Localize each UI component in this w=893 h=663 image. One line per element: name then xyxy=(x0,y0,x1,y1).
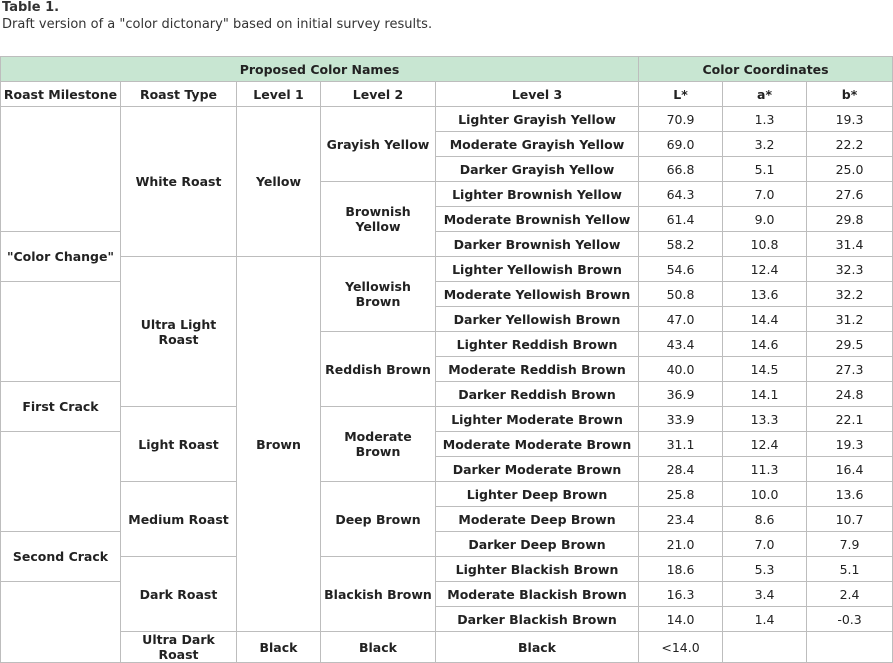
column-header-l-star: L* xyxy=(639,82,723,107)
level2-cell: Brownish Yellow xyxy=(321,182,436,257)
table-row xyxy=(1,632,893,663)
level3-cell: Lighter Reddish Brown xyxy=(436,332,639,357)
level3-cell: Darker Grayish Yellow xyxy=(436,157,639,182)
level3-cell: Lighter Brownish Yellow xyxy=(436,182,639,207)
level2-cell: Deep Brown xyxy=(321,482,436,557)
column-header-roast-type: Roast Type xyxy=(121,82,237,107)
level3-cell: Moderate Reddish Brown xyxy=(436,357,639,382)
a-value-cell: 13.6 xyxy=(723,282,807,307)
table-row xyxy=(1,257,893,282)
level3-cell: Black xyxy=(436,632,639,663)
b-value-cell: 27.6 xyxy=(807,182,893,207)
l-value-cell: 14.0 xyxy=(639,607,723,632)
l-value-cell: 43.4 xyxy=(639,332,723,357)
table-row xyxy=(1,107,893,132)
a-value-cell: 5.1 xyxy=(723,157,807,182)
a-value-cell: 7.0 xyxy=(723,532,807,557)
table-description: Draft version of a "color dictonary" based on initial survey results. xyxy=(2,17,433,32)
a-value-cell: 10.8 xyxy=(723,232,807,257)
a-value-cell: 14.6 xyxy=(723,332,807,357)
milestone-cell-empty xyxy=(1,282,121,382)
level1-cell: Black xyxy=(237,632,321,663)
milestone-cell: Second Crack xyxy=(1,532,121,582)
a-value-cell: 9.0 xyxy=(723,207,807,232)
l-value-cell: 66.8 xyxy=(639,157,723,182)
a-value-cell: 7.0 xyxy=(723,182,807,207)
level2-cell: Yellowish Brown xyxy=(321,257,436,332)
a-value-cell: 14.4 xyxy=(723,307,807,332)
a-value-cell: 1.3 xyxy=(723,107,807,132)
l-value-cell: 50.8 xyxy=(639,282,723,307)
a-value-cell: 11.3 xyxy=(723,457,807,482)
b-value-cell: 10.7 xyxy=(807,507,893,532)
a-value-cell: 12.4 xyxy=(723,257,807,282)
l-value-cell: 23.4 xyxy=(639,507,723,532)
a-value-cell: 14.5 xyxy=(723,357,807,382)
level3-cell: Darker Reddish Brown xyxy=(436,382,639,407)
level3-cell: Moderate Moderate Brown xyxy=(436,432,639,457)
a-value-cell: 13.3 xyxy=(723,407,807,432)
column-header-a-star: a* xyxy=(723,82,807,107)
table-row xyxy=(1,482,893,507)
level3-cell: Lighter Deep Brown xyxy=(436,482,639,507)
b-value-cell: 19.3 xyxy=(807,107,893,132)
roast-type-cell: Ultra Dark Roast xyxy=(121,632,237,663)
level2-cell: Black xyxy=(321,632,436,663)
b-value-cell: 13.6 xyxy=(807,482,893,507)
level3-cell: Darker Blackish Brown xyxy=(436,607,639,632)
b-value-cell: 29.8 xyxy=(807,207,893,232)
level3-cell: Lighter Moderate Brown xyxy=(436,407,639,432)
a-value-cell xyxy=(723,632,807,663)
l-value-cell: 16.3 xyxy=(639,582,723,607)
b-value-cell: 31.2 xyxy=(807,307,893,332)
level2-cell: Grayish Yellow xyxy=(321,107,436,182)
a-value-cell: 3.4 xyxy=(723,582,807,607)
l-value-cell: 21.0 xyxy=(639,532,723,557)
l-value-cell: 40.0 xyxy=(639,357,723,382)
milestone-cell-empty xyxy=(1,107,121,232)
b-value-cell: 24.8 xyxy=(807,382,893,407)
milestone-cell: "Color Change" xyxy=(1,232,121,282)
milestone-cell: First Crack xyxy=(1,382,121,432)
b-value-cell: 29.5 xyxy=(807,332,893,357)
level2-cell: Blackish Brown xyxy=(321,557,436,632)
roast-type-cell: Ultra Light Roast xyxy=(121,257,237,407)
roast-type-cell: Light Roast xyxy=(121,407,237,482)
level1-cell: Yellow xyxy=(237,107,321,257)
group-header-proposed-names: Proposed Color Names xyxy=(1,57,639,82)
a-value-cell: 12.4 xyxy=(723,432,807,457)
l-value-cell: 70.9 xyxy=(639,107,723,132)
b-value-cell: 25.0 xyxy=(807,157,893,182)
b-value-cell xyxy=(807,632,893,663)
l-value-cell: 36.9 xyxy=(639,382,723,407)
level3-cell: Darker Brownish Yellow xyxy=(436,232,639,257)
column-header-b-star: b* xyxy=(807,82,893,107)
b-value-cell: 22.2 xyxy=(807,132,893,157)
table-row xyxy=(1,407,893,432)
level3-cell: Lighter Yellowish Brown xyxy=(436,257,639,282)
b-value-cell: 19.3 xyxy=(807,432,893,457)
table-caption xyxy=(2,0,891,34)
b-value-cell: -0.3 xyxy=(807,607,893,632)
b-value-cell: 27.3 xyxy=(807,357,893,382)
color-dictionary-table xyxy=(0,56,893,663)
column-header-level-2: Level 2 xyxy=(321,82,436,107)
a-value-cell: 1.4 xyxy=(723,607,807,632)
level3-cell: Moderate Deep Brown xyxy=(436,507,639,532)
roast-type-cell: Dark Roast xyxy=(121,557,237,632)
column-header-level-1: Level 1 xyxy=(237,82,321,107)
l-value-cell: 47.0 xyxy=(639,307,723,332)
a-value-cell: 8.6 xyxy=(723,507,807,532)
roast-type-cell: Medium Roast xyxy=(121,482,237,557)
b-value-cell: 16.4 xyxy=(807,457,893,482)
milestone-cell-empty xyxy=(1,582,121,663)
a-value-cell: 14.1 xyxy=(723,382,807,407)
l-value-cell: 33.9 xyxy=(639,407,723,432)
level3-cell: Darker Yellowish Brown xyxy=(436,307,639,332)
column-header-roast-milestone: Roast Milestone xyxy=(1,82,121,107)
l-value-cell: 28.4 xyxy=(639,457,723,482)
l-value-cell: 61.4 xyxy=(639,207,723,232)
a-value-cell: 3.2 xyxy=(723,132,807,157)
l-value-cell: 18.6 xyxy=(639,557,723,582)
column-header-level-3: Level 3 xyxy=(436,82,639,107)
level2-cell: Reddish Brown xyxy=(321,332,436,407)
level3-cell: Lighter Grayish Yellow xyxy=(436,107,639,132)
level3-cell: Moderate Yellowish Brown xyxy=(436,282,639,307)
level3-cell: Moderate Brownish Yellow xyxy=(436,207,639,232)
table-title: Table 1. xyxy=(2,0,60,15)
b-value-cell: 32.2 xyxy=(807,282,893,307)
table-row xyxy=(1,557,893,582)
l-value-cell: 69.0 xyxy=(639,132,723,157)
b-value-cell: 7.9 xyxy=(807,532,893,557)
b-value-cell: 22.1 xyxy=(807,407,893,432)
l-value-cell: 64.3 xyxy=(639,182,723,207)
a-value-cell: 5.3 xyxy=(723,557,807,582)
l-value-cell: 58.2 xyxy=(639,232,723,257)
level3-cell: Darker Moderate Brown xyxy=(436,457,639,482)
b-value-cell: 5.1 xyxy=(807,557,893,582)
l-value-cell: <14.0 xyxy=(639,632,723,663)
milestone-cell-empty xyxy=(1,432,121,532)
b-value-cell: 2.4 xyxy=(807,582,893,607)
level3-cell: Lighter Blackish Brown xyxy=(436,557,639,582)
b-value-cell: 32.3 xyxy=(807,257,893,282)
l-value-cell: 31.1 xyxy=(639,432,723,457)
level3-cell: Darker Deep Brown xyxy=(436,532,639,557)
l-value-cell: 54.6 xyxy=(639,257,723,282)
level1-cell: Brown xyxy=(237,257,321,632)
roast-type-cell: White Roast xyxy=(121,107,237,257)
l-value-cell: 25.8 xyxy=(639,482,723,507)
level2-cell: Moderate Brown xyxy=(321,407,436,482)
a-value-cell: 10.0 xyxy=(723,482,807,507)
b-value-cell: 31.4 xyxy=(807,232,893,257)
level3-cell: Moderate Blackish Brown xyxy=(436,582,639,607)
level3-cell: Moderate Grayish Yellow xyxy=(436,132,639,157)
group-header-color-coordinates: Color Coordinates xyxy=(639,57,893,82)
